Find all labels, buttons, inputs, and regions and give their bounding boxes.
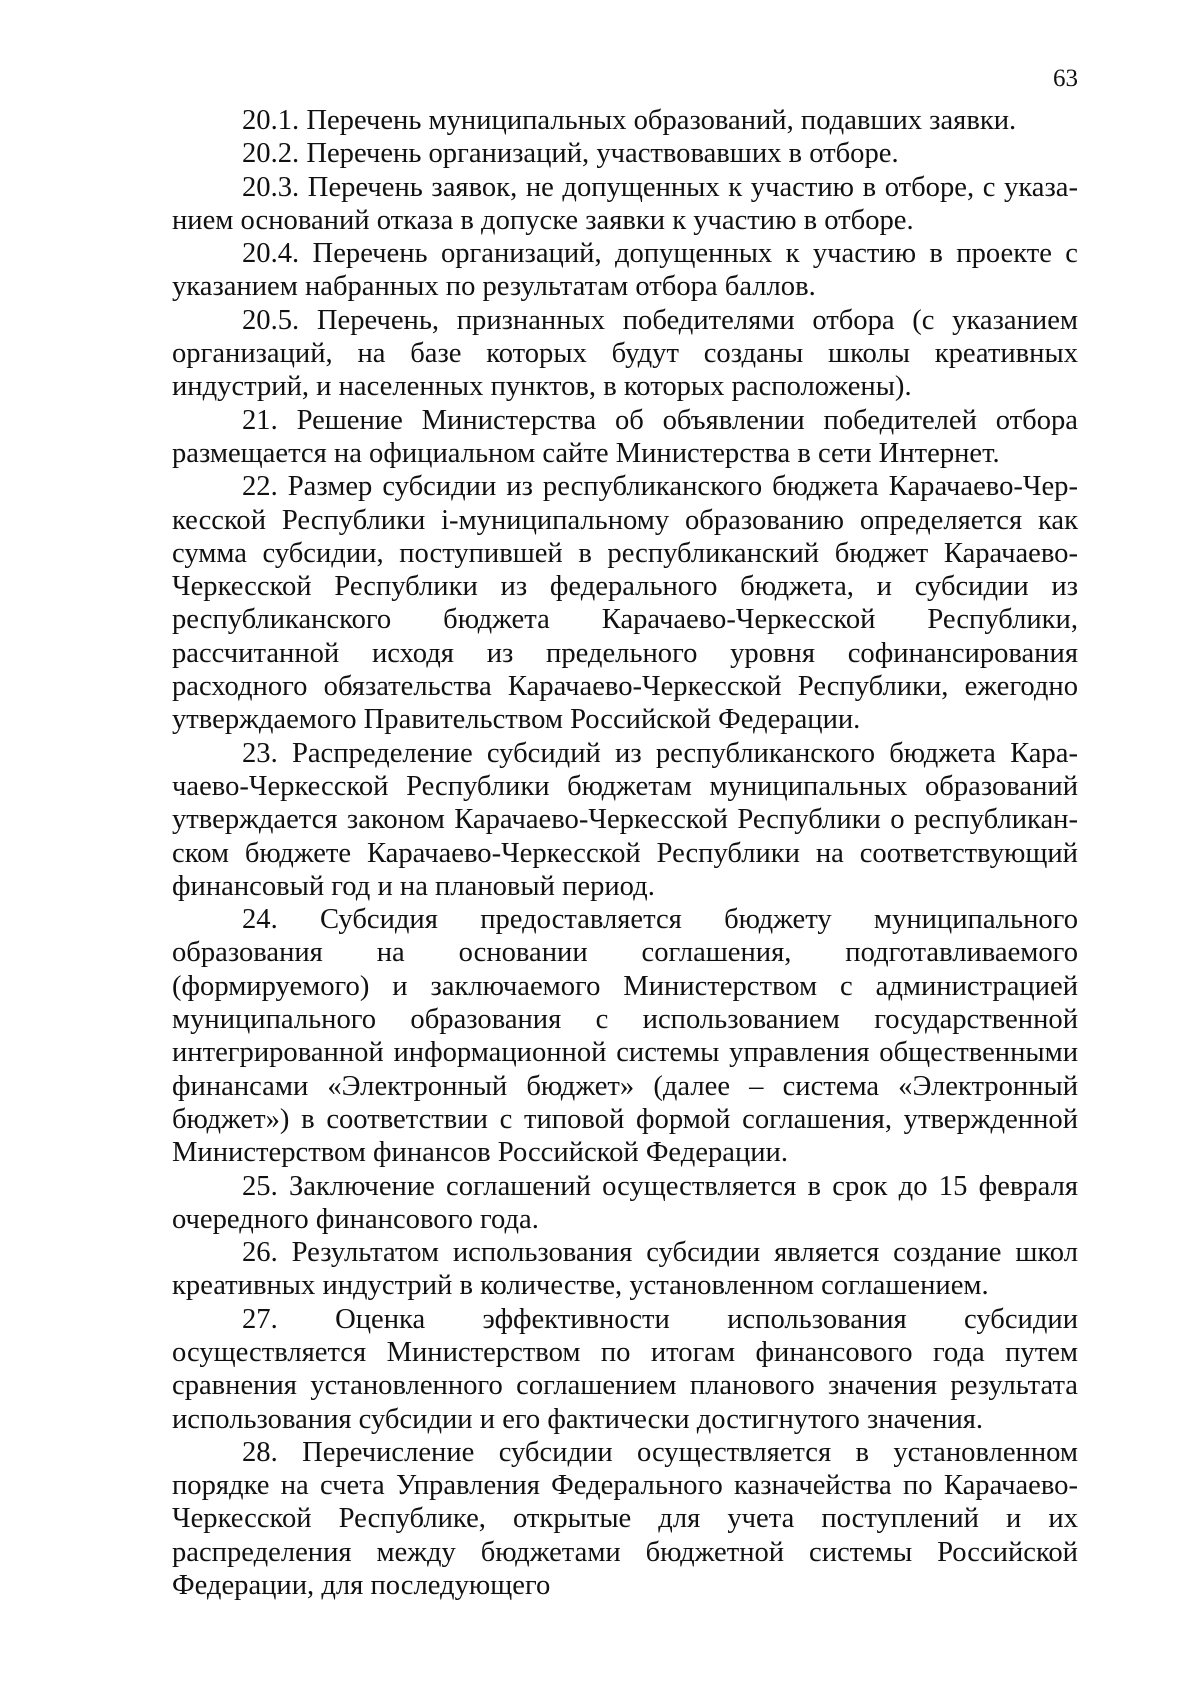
paragraph-21: 21. Решение Министерства об объявлении победителей отбора размещается на официальном сайте Министерства в сети Интернет. xyxy=(172,404,1078,469)
paragraph-28: 28. Перечисление субсидии осуществляется в установленном порядке на счета Управления Федерального казначейства по Карачаево-Черкесской Республике, открытые для учета поступлений и их распределения между бюджетами бюджетной системы Российской Федерации, для последующего xyxy=(172,1436,1078,1602)
page-number: 63 xyxy=(1053,65,1078,92)
paragraph-27: 27. Оценка эффективности использования субсидии осуществляется Министерством по итогам финансового года путем сравнения установленного соглашением планового значения результата использования субсидии и его фактически достигнутого значения. xyxy=(172,1303,1078,1435)
paragraph-25: 25. Заключение соглашений осуществляется в срок до 15 февраля очередного финансового года. xyxy=(172,1170,1078,1235)
paragraph-24: 24. Субсидия предоставляется бюджету муниципального образования на основании соглашения, подготавливаемого (формируемого) и заключаемого Министерством с администрацией муниципального образования с использованием государственной интегрированной информационной системы управления общественными финансами «Электронный бюджет» (далее – система «Электронный бюджет») в соответствии с типовой формой соглашения, утвержденной Министерством финансов Российской Федерации. xyxy=(172,904,1078,1169)
paragraph-20-5: 20.5. Перечень, признанных победителями отбора (с указанием организаций, на базе которых будут созданы школы креативных индустрий, и населенных пунктов, в которых расположены). xyxy=(172,304,1078,403)
paragraph-20-4: 20.4. Перечень организаций, допущенных к участию в проекте с указанием набранных по результатам отбора баллов. xyxy=(172,238,1078,303)
paragraph-20-2: 20.2. Перечень организаций, участвовавших в отборе. xyxy=(242,138,899,170)
document-body xyxy=(172,104,1078,1602)
paragraph-20-1: 20.1. Перечень муниципальных образований, подавших заявки. xyxy=(242,105,1017,136)
paragraph-23: 23. Распределение субсидий из республиканского бюджета Карачаево-Черкесской Республики бюджетам муниципальных образований утверждается законом Карачаево-Черкесской Республики о республиканском бюджете Карачаево-Черкесской Республики на соответствующий финансовый год и на плановый период. xyxy=(172,737,1078,902)
paragraph-20-3: 20.3. Перечень заявок, не допущенных к участию в отборе, с указанием оснований отказа в допуске заявки к участию в отборе. xyxy=(172,171,1078,236)
paragraph-26: 26. Результатом использования субсидии является создание школ креативных индустрий в количестве, установленном соглашением. xyxy=(172,1237,1078,1302)
paragraph-22: 22. Размер субсидии из республиканского бюджета Карачаево-Черкесской Республики i-муниципальному образованию определяется как сумма субсидии, поступившей в республиканский бюджет Карачаево-Черкесской Республики из федерального бюджета, и субсидии из республиканского бюджета Карачаево-Черкесской Республики, рассчитанной исходя из предельного уровня софинансирования расходного обязательства Карачаево-Черкесской Республики, ежегодно утверждаемого Правительством Российской Федерации. xyxy=(172,471,1078,736)
